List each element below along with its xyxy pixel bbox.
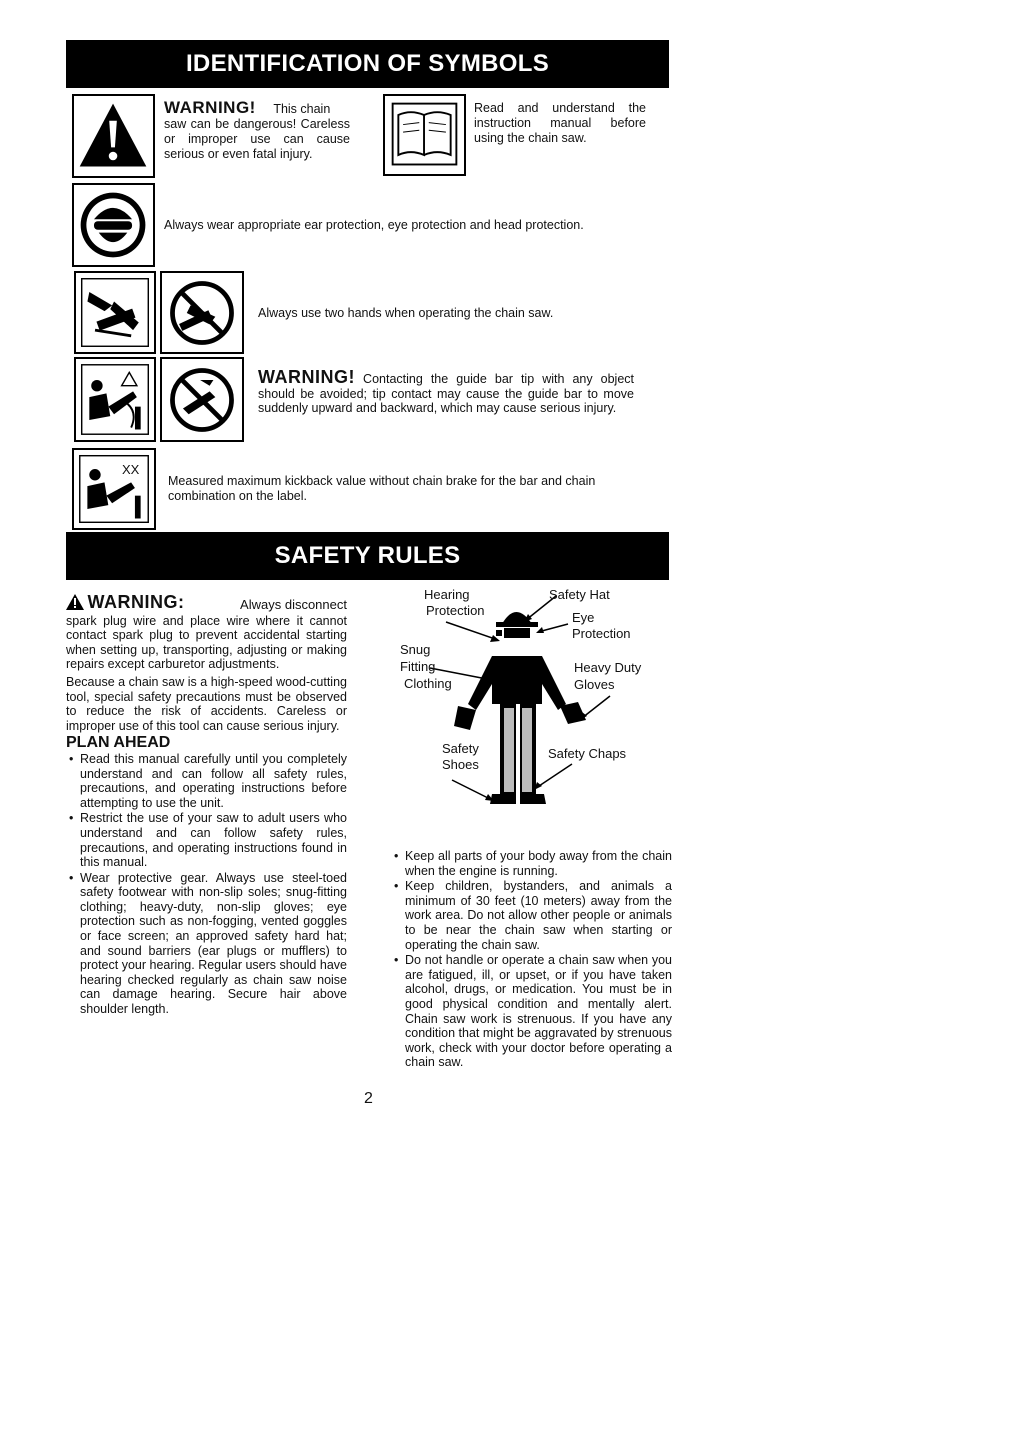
symbols-banner: IDENTIFICATION OF SYMBOLS: [66, 40, 669, 88]
kickback-warning-icon: [74, 357, 156, 442]
safety-warning-heading: WARNING:: [87, 592, 185, 612]
label-gloves: Gloves: [574, 677, 615, 692]
list-item: • Restrict the use of your saw to adult users who understand and can follow safety rules, precautions, and operating instructions found in this manual.: [66, 811, 347, 869]
list-item: • Wear protective gear. Always use steel-toed safety footwear with non-slip soles; snug-fitting clothing; heavy-duty, non-slip gloves; eye protection such as non-fogging, vented goggles or face screen; an approved safety hard hat; and sound barriers (ear plugs or mufflers) to protect your hearing. Regular users should have hearing checked regularly as chain saw noise can damage hearing. Secure hair above shoulder length.: [66, 871, 347, 1017]
kickback-value-icon: [72, 448, 156, 530]
safety-warning-body: spark plug wire and place wire where it cannot contact spark plug to prevent accidental starting when setting up, transporting, adjusting or making repairs except carburetor adjustments.: [66, 613, 347, 672]
warning-heading: WARNING!: [164, 98, 256, 117]
kickback-warning-body: Contacting the guide bar tip with any object should be avoided; tip contact may cause the guide bar to move suddenly upward and backward, which may cause serious injury.: [258, 372, 634, 415]
head-protection-icon: [72, 183, 155, 267]
label-eye: Eye: [572, 610, 595, 625]
label-safety-hat: Safety Hat: [549, 587, 610, 602]
warning-triangle-icon: [66, 594, 84, 614]
no-tip-contact-icon: [160, 357, 244, 442]
label-clothing: Clothing: [404, 676, 452, 691]
warning-triangle-icon: [72, 94, 155, 178]
left-column: [66, 594, 347, 1018]
kickback-value-label: XX: [122, 462, 140, 477]
manual-book-icon: [383, 94, 466, 176]
page-number: 2: [364, 1090, 373, 1107]
two-hands-icon: [74, 271, 156, 354]
label-heavy-duty: Heavy Duty: [574, 660, 642, 675]
plan-ahead-heading: PLAN AHEAD: [66, 734, 171, 752]
list-item: • Keep all parts of your body away from the chain when the engine is running.: [391, 849, 672, 878]
list-item: • Keep children, bystanders, and animals a minimum of 30 feet (10 meters) away from the work area. Do not allow other people or animals to be near the chain saw when starting or operating the chain saw.: [391, 879, 672, 952]
label-eye-protection: Protection: [572, 626, 631, 641]
warning-lead: This chain: [273, 102, 331, 116]
safety-intro: Because a chain saw is a high-speed wood-cutting tool, special safety precautions must be observed to reduce the risk of accidents. Careless or improper use of this tool can cause serious injury.: [66, 674, 347, 733]
label-hearing: Hearing: [424, 587, 470, 602]
label-snug: Snug: [400, 642, 431, 657]
safety-banner: SAFETY RULES: [66, 532, 669, 580]
label-safety-chaps: Safety Chaps: [548, 746, 627, 761]
manual-text: Read and understand the instruction manual before using the chain saw.: [474, 101, 646, 145]
left-bullet-list: [66, 752, 347, 1017]
safety-warning-lead: Always disconnect: [240, 597, 347, 612]
protection-text: Always wear appropriate ear protection, eye protection and head protection.: [164, 218, 584, 232]
kickback-value-text: Measured maximum kickback value without chain brake for the bar and chain combination on the label.: [168, 474, 596, 503]
label-hearing-protection: Protection: [426, 603, 485, 618]
no-one-hand-icon: [160, 271, 244, 354]
right-column: [391, 849, 672, 1071]
label-shoes: Shoes: [442, 757, 479, 772]
right-bullet-list: [391, 849, 672, 1070]
list-item: • Do not handle or operate a chain saw when you are fatigued, ill, or upset, or if you have taken alcohol, drugs, or medication. You must be in good physical condition and mentally alert. Chain saw work is strenuous. If you have any condition that might be aggravated by strenuous work, check with your doctor before operating a chain saw.: [391, 953, 672, 1070]
kickback-warning-text: [258, 367, 634, 416]
safety-warning: [66, 594, 347, 614]
warning-symbol-text: [164, 100, 350, 162]
label-fitting: Fitting: [400, 659, 436, 674]
protective-gear-figure: [396, 584, 676, 814]
two-hands-text: Always use two hands when operating the chain saw.: [258, 306, 554, 320]
warning-body: saw can be dangerous! Careless or improper use can cause serious or even fatal injury.: [164, 117, 350, 161]
label-safety: Safety: [442, 741, 479, 756]
list-item: • Read this manual carefully until you completely understand and can follow all safety rules, precautions, and operating instructions before attempting to use the unit.: [66, 752, 347, 810]
kickback-warning-heading: WARNING!: [258, 367, 355, 387]
